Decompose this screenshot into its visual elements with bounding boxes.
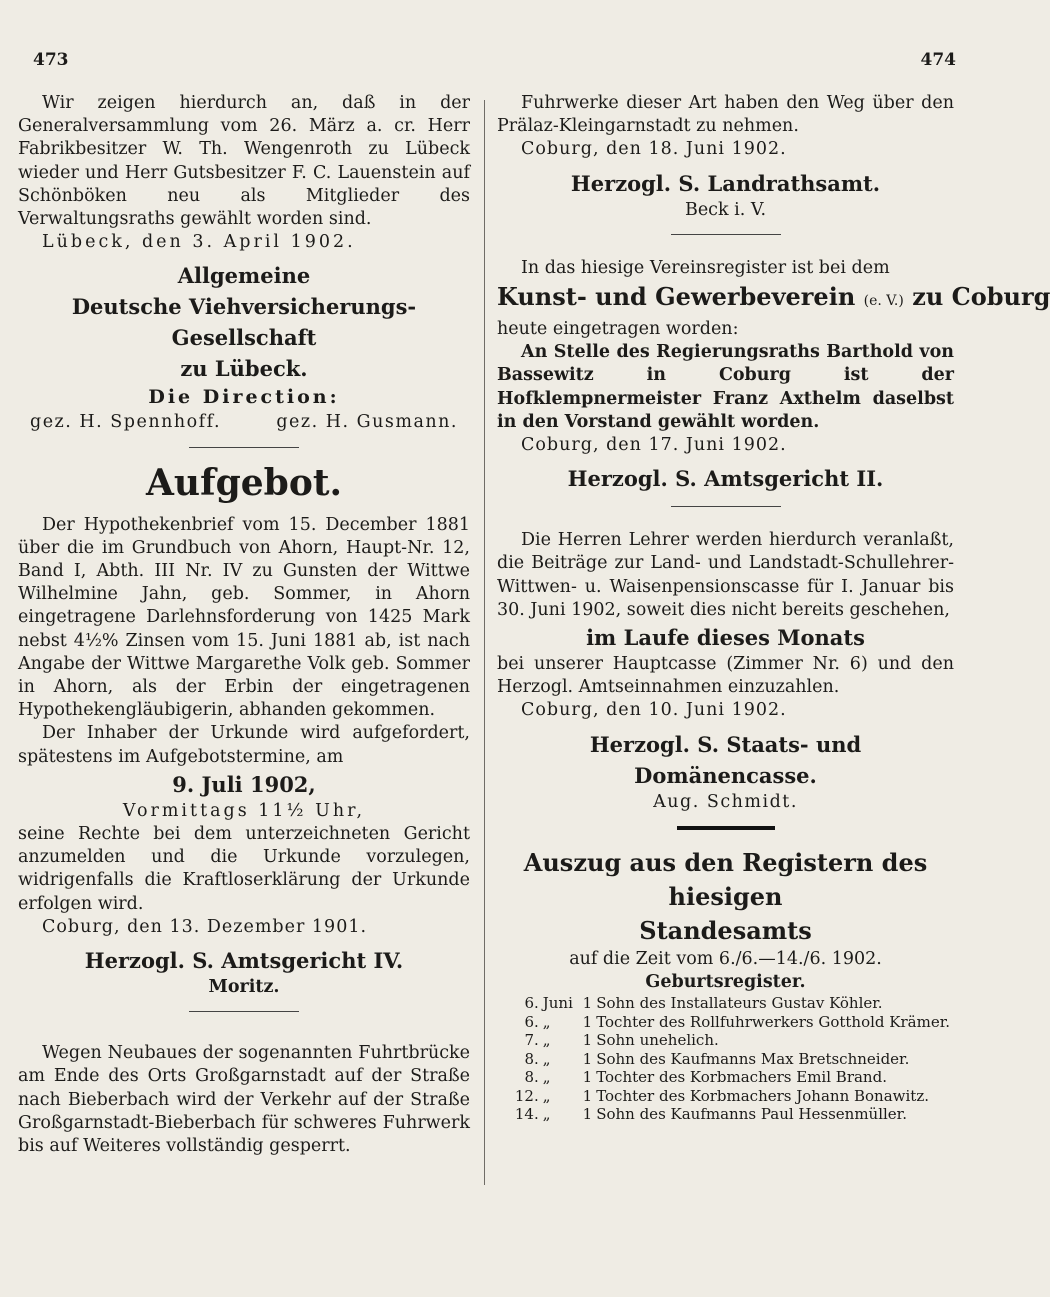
notice-place-date: Coburg, den 17. Juni 1902. (521, 435, 787, 456)
entry-count: 1 (582, 1086, 593, 1105)
birth-register-table (497, 994, 954, 1124)
notice-body: Der Hypothekenbrief vom 15. December 1881 über die im Grundbuch von Ahorn, Haupt-Nr. 12, Band I, Abth. III Nr. IV zu Gunsten der Wittwe Wilhelmine Jahn, geb. Sommer, in Ahorn eingetragene Darlehnsforderung von 1425 Mark nebst 4½% Zinsen vom 15. Juni 1881 ab, ist nach Angabe der Wittwe Margarethe Volk geb. Sommer in Ahorn, als der Erbin der eingetragenen Hypothekengläubigerin, abhanden gekommen. (18, 514, 470, 721)
notice-place-date: Coburg, den 13. Dezember 1901. (42, 916, 368, 937)
notice-body: Die Herren Lehrer werden hierdurch veranlaßt, die Beiträge zur Land- und Landstadt-Schullehrer-Wittwen- u. Waisenpensionscasse für I. Januar bis 30. Juni 1902, soweit dies nicht bereits geschehen, (497, 530, 954, 620)
notice-body: Wegen Neubaues der sogenannten Fuhrtbrücke am Ende des Orts Großgarnstadt auf der Straße nach Bieberbach wird der Verkehr auf der Straße Großgarnstadt-Bieberbach für schweres Fuhrwerk bis auf Weiteres vollständig gesperrt. (18, 1043, 470, 1157)
entry-count: 1 (582, 1105, 593, 1124)
section-divider (677, 826, 775, 830)
entry-day: 14. (514, 1105, 539, 1124)
left-column (18, 92, 470, 1158)
entry-text: Sohn des Kaufmanns Max Bretschneider. (596, 1049, 910, 1068)
entry-day: 8. (524, 1068, 539, 1087)
notice-place-date: Coburg, den 18. Juni 1902. (521, 139, 787, 160)
section-divider (671, 234, 781, 235)
entry-text: Tochter des Korbmachers Emil Brand. (596, 1068, 887, 1087)
page-number-left: 473 (33, 50, 69, 70)
signature: Moritz. (208, 977, 280, 998)
notice-emphasis: im Laufe dieses Monats (586, 625, 865, 651)
notice-heading: Aufgebot. (145, 461, 342, 504)
notice-body: In das hiesige Vereinsregister ist bei dem (521, 257, 890, 278)
issuing-authority: Herzogl. S. Amtsgericht II. (567, 466, 884, 492)
notice-body: heute eingetragen worden: (497, 319, 739, 340)
notice-body: seine Rechte bei dem unterzeichneten Gericht anzumelden und die Urkunde vorzulegen, widrigenfalls die Kraftloserklärung der Urkunde erfolgen wird. (18, 824, 470, 914)
notice-body: bei unserer Hauptcasse (Zimmer Nr. 6) und den Herzogl. Amtseinnahmen einzuzahlen. (497, 654, 954, 698)
entry-month: Juni (542, 994, 573, 1013)
section-divider (189, 447, 299, 448)
entry-day: 6. (524, 1012, 539, 1031)
entry-day: 8. (524, 1049, 539, 1068)
entry-month: „ (542, 1105, 551, 1124)
table-row (497, 1105, 954, 1124)
notice-place-date: Coburg, den 10. Juni 1902. (521, 700, 787, 721)
entry-text: Sohn des Kaufmanns Paul Hessenmüller. (596, 1105, 907, 1124)
association-name-main: Kunst- und Gewerbeverein (497, 282, 856, 312)
register-entry: An Stelle des Regierungsraths Barthold von Bassewitz in Coburg ist der Hofklempnermeister Franz Axthelm daselbst in den Vorstand gewählt worden. (497, 342, 954, 432)
association-name (497, 280, 1050, 318)
entry-day: 7. (524, 1031, 539, 1050)
column-divider (484, 100, 485, 1185)
notice-body: Wir zeigen hierdurch an, daß in der Generalversammlung vom 26. März a. cr. Herr Fabrikbesitzer W. Th. Wengenroth zu Lübeck wieder und Herr Gutsbesitzer F. C. Lauenstein auf Schönböken neu als Mitglieder des Verwaltungsraths gewählt worden sind. (18, 93, 470, 230)
association-location: zu Coburg (912, 282, 1050, 312)
entry-text: Sohn des Installateurs Gustav Köhler. (596, 994, 883, 1013)
signature: gez. H. Spennhoff. (30, 412, 222, 433)
table-row (497, 1013, 954, 1032)
notice-place-date: Lübeck, den 3. April 1902. (42, 232, 356, 253)
direction-label: Die Direction: (148, 386, 340, 409)
entry-count: 1 (582, 1031, 593, 1050)
issuing-authority: Herzogl. S. Amtsgericht IV. (84, 948, 404, 974)
entry-month: „ (542, 1086, 551, 1105)
entry-count: 1 (582, 1068, 593, 1087)
org-name-line2: Deutsche Viehversicherungs-Gesellschaft (71, 294, 417, 351)
signature: Aug. Schmidt. (653, 791, 798, 812)
signature: Beck i. V. (684, 199, 767, 220)
org-name-line3: zu Lübeck. (180, 356, 308, 382)
register-heading: Geburtsregister. (645, 972, 806, 993)
register-extract-title: Standesamts (639, 915, 812, 945)
signature: gez. H. Gusmann. (276, 412, 458, 433)
notice-body: Fuhrwerke dieser Art haben den Weg über den Prälaz-Kleingarnstadt zu nehmen. (497, 93, 954, 137)
table-row (497, 1031, 954, 1050)
issuing-authority: Herzogl. S. Staats- und Domänencasse. (589, 731, 862, 788)
table-row (497, 1050, 954, 1069)
notice-body: Der Inhaber der Urkunde wird aufgefordert, spätestens im Aufgebotstermine, am (18, 723, 470, 767)
entry-month: „ (542, 1049, 551, 1068)
entry-text: Tochter des Korbmachers Johann Bonawitz. (596, 1086, 929, 1105)
entry-count: 1 (582, 1049, 593, 1068)
entry-count: 1 (582, 994, 593, 1013)
entry-day: 12. (514, 1086, 539, 1105)
association-suffix: (e. V.) (863, 293, 904, 310)
table-row (497, 994, 954, 1013)
section-divider (671, 506, 781, 507)
deadline-time: Vormittags 11½ Uhr, (122, 800, 366, 821)
section-divider (189, 1011, 299, 1012)
entry-text: Sohn unehelich. (596, 1031, 719, 1050)
table-row (497, 1087, 954, 1106)
issuing-authority: Herzogl. S. Landrathsamt. (570, 170, 881, 196)
page-number-right: 474 (920, 50, 956, 70)
entry-day: 6. (524, 994, 539, 1013)
deadline-date: 9. Juli 1902, (172, 771, 316, 797)
signatures (18, 411, 470, 434)
org-name-line1: Allgemeine (177, 263, 311, 289)
entry-month: „ (542, 1012, 551, 1031)
table-row (497, 1068, 954, 1087)
entry-month: „ (542, 1031, 551, 1050)
right-column (497, 92, 1050, 1124)
entry-count: 1 (582, 1012, 593, 1031)
register-extract-title: Auszug aus den Registern des hiesigen (523, 847, 928, 911)
entry-month: „ (542, 1068, 551, 1087)
entry-text: Tochter des Rollfuhrwerkers Gotthold Krämer. (596, 1012, 950, 1031)
register-period: auf die Zeit vom 6./6.—14./6. 1902. (569, 948, 882, 969)
